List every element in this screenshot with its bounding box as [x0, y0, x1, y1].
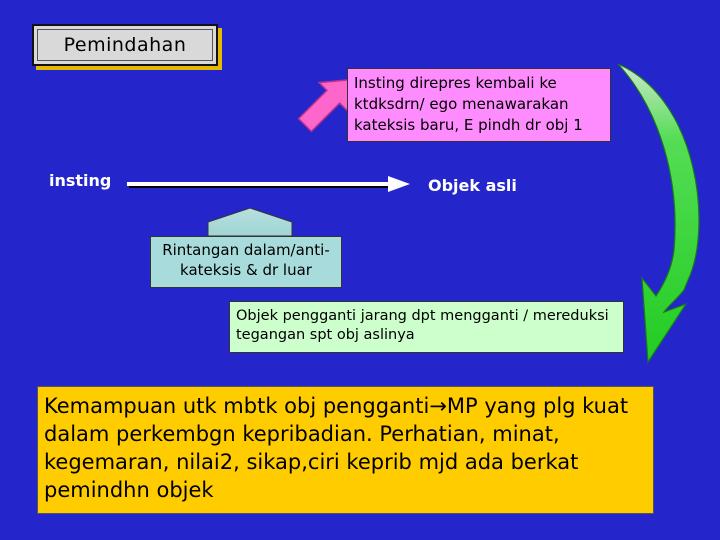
title-inner-border — [37, 29, 213, 61]
cyan-up-arrow — [208, 208, 292, 236]
label-insting: insting — [49, 171, 112, 190]
repression-note-text: Insting direpres kembali ke ktdksdrn/ ego menawarakan kateksis baru, E pindh dr obj 1 — [354, 74, 583, 134]
label-objek-asli: Objek asli — [428, 176, 517, 195]
title-box — [32, 24, 218, 66]
substitute-object-text: Objek pengganti jarang dpt mengganti / mereduksi tegangan spt obj aslinya — [236, 308, 609, 343]
green-curved-arrow — [618, 64, 699, 362]
summary-text-end: MP yang plg kuat dalam perkembgn kepribadian. Perhatian, minat, kegemaran, nilai2, sikap,ciri keprib mjd ada berkat pemindhn objek — [44, 394, 629, 502]
slide-title: Pemindahan — [63, 34, 187, 56]
substitute-object-box — [229, 301, 624, 353]
right-arrow-icon: → — [429, 394, 447, 418]
summary-text-start: Kemampuan utk mbtk obj pengganti — [44, 394, 430, 418]
summary-box — [37, 386, 654, 514]
repression-note-box — [347, 68, 611, 142]
obstacle-text: Rintangan dalam/anti-kateksis & dr luar — [162, 241, 330, 279]
obstacle-box — [150, 236, 342, 288]
main-arrow — [127, 176, 410, 192]
